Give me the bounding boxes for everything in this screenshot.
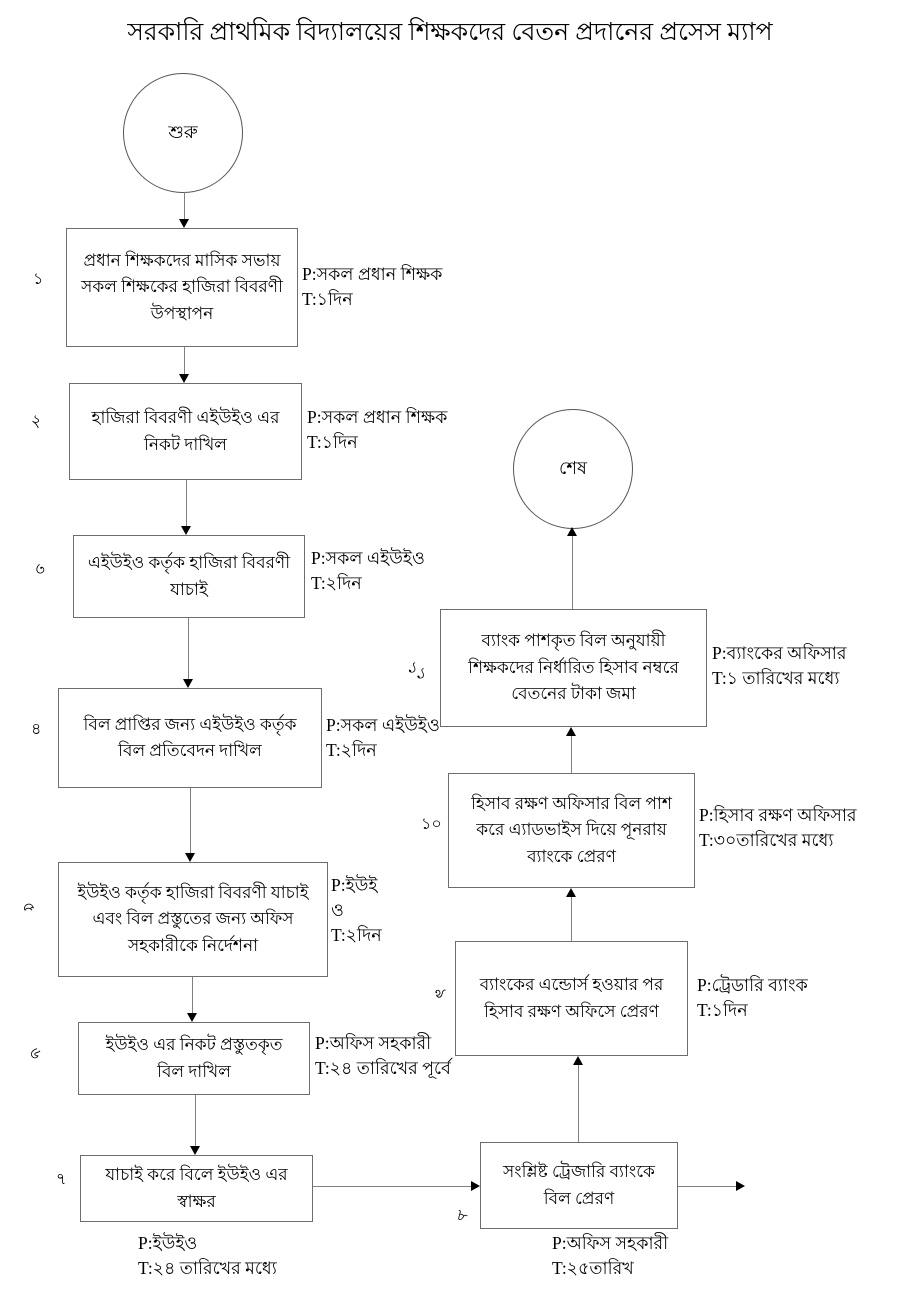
process-box-1 xyxy=(66,228,298,347)
step-number-7: ৭ xyxy=(56,1171,67,1188)
process-box-7-label: যাচাই করে বিলে ইউইও এর স্বাক্ষর xyxy=(105,1165,288,1211)
step-note-9 xyxy=(697,973,808,1023)
end-terminal xyxy=(513,409,633,529)
process-box-11 xyxy=(440,609,707,727)
step-note-10 xyxy=(699,803,857,853)
process-box-2 xyxy=(69,383,302,480)
process-box-8-label: সংশ্লিষ্ট ট্রেজারি ব্যাংকে বিল প্রেরণ xyxy=(503,1162,655,1208)
process-box-10-label: হিসাব রক্ষণ অফিসার বিল পাশ করে এ্যাডভাইস দিয়ে পূনরায় ব্যাংকে প্রেরণ xyxy=(471,793,672,866)
arrowhead-up-icon xyxy=(566,727,576,736)
connector-9-to-10 xyxy=(571,897,572,941)
step-number-1: ১ xyxy=(33,271,44,288)
note-line: T:২৫তারিখ xyxy=(552,1257,634,1278)
note-line: T:২দিন xyxy=(311,572,362,593)
connector-6-to-7 xyxy=(195,1095,196,1146)
note-line: T:২দিন xyxy=(326,739,377,760)
process-box-1-label: প্রধান শিক্ষকদের মাসিক সভায় সকল শিক্ষকের হাজিরা বিবরণী উপস্থাপন xyxy=(81,250,283,323)
process-box-11-label: ব্যাংক পাশকৃত বিল অনুযায়ী শিক্ষকদের নির্ধারিত হিসাব নম্বরে বেতনের টাকা জমা xyxy=(468,631,679,704)
process-box-8 xyxy=(480,1142,678,1229)
arrowhead-right-icon xyxy=(471,1181,480,1191)
connector-1-to-2 xyxy=(184,347,185,374)
process-box-5 xyxy=(58,862,328,977)
process-box-4-label: বিল প্রাপ্তির জন্য এইউইও কর্তৃক বিল প্রতিবেদন দাখিল xyxy=(83,714,297,760)
note-line: ও xyxy=(331,899,344,920)
connector-4-to-5 xyxy=(190,788,191,853)
step-note-3 xyxy=(311,546,425,596)
note-line: P:সকল প্রধান শিক্ষক xyxy=(307,407,448,427)
process-box-4 xyxy=(58,688,322,788)
note-line: T:১ তারিখের মধ্যে xyxy=(712,667,840,688)
step-number-3: ৩ xyxy=(29,560,50,579)
process-box-3-label: এইউইও কর্তৃক হাজিরা বিবরণী যাচাই xyxy=(87,553,291,599)
connector-10-to-11 xyxy=(571,736,572,773)
step-number-8: ৮ xyxy=(454,1206,470,1227)
note-line: P:সকল প্রধান শিক্ষক xyxy=(302,264,443,284)
step-note-11 xyxy=(712,641,847,691)
end-label: শেষ xyxy=(559,457,587,478)
connector-8-out xyxy=(678,1186,736,1187)
step-note-4 xyxy=(326,713,440,763)
step-number-9: ৯ xyxy=(430,986,450,1001)
arrowhead-up-icon xyxy=(573,1056,583,1065)
arrowhead-down-icon xyxy=(190,1146,200,1155)
arrowhead-right-icon xyxy=(736,1181,745,1191)
note-line: T:১দিন xyxy=(307,431,358,452)
connector-7-to-8 xyxy=(313,1186,471,1187)
connector-3-to-4 xyxy=(188,618,189,679)
note-line: P:অফিস সহকারী xyxy=(315,1033,432,1053)
note-line: T:২৪ তারিখের মধ্যে xyxy=(138,1257,277,1278)
step-note-6 xyxy=(315,1031,451,1081)
note-line: P:হিসাব রক্ষণ অফিসার xyxy=(699,805,857,825)
start-label: শুরু xyxy=(168,121,198,142)
note-line: T:২দিন xyxy=(331,924,382,945)
process-box-10 xyxy=(448,773,695,888)
step-number-2: ২ xyxy=(29,412,44,431)
process-box-7 xyxy=(80,1155,313,1222)
step-note-5 xyxy=(331,873,382,948)
arrowhead-up-icon xyxy=(567,527,577,536)
arrowhead-down-icon xyxy=(179,219,189,228)
note-line: P:অফিস সহকারী xyxy=(552,1233,669,1253)
process-box-2-label: হাজিরা বিবরণী এইউইও এর নিকট দাখিল xyxy=(91,408,280,454)
step-note-7 xyxy=(138,1231,277,1281)
note-line: T:১দিন xyxy=(302,288,353,309)
note-line: P:ইউইও xyxy=(138,1233,198,1253)
arrowhead-down-icon xyxy=(187,1013,197,1022)
step-number-11: ১১ xyxy=(404,658,431,685)
connector-11-to-end xyxy=(572,536,573,609)
start-terminal xyxy=(123,73,243,193)
step-note-8 xyxy=(552,1231,668,1281)
step-number-4: ৪ xyxy=(31,721,42,738)
process-box-6-label: ইউইও এর নিকট প্রস্তুতকৃত বিল দাখিল xyxy=(105,1035,283,1081)
step-number-6: ৬ xyxy=(25,1046,45,1061)
arrowhead-down-icon xyxy=(185,853,195,862)
connector-8-to-9 xyxy=(578,1065,579,1142)
step-note-1 xyxy=(302,262,442,312)
arrowhead-down-icon xyxy=(183,679,193,688)
note-line: P:সকল এইউইও xyxy=(311,548,425,568)
step-note-2 xyxy=(307,405,447,455)
note-line: T:৩০তারিখের মধ্যে xyxy=(699,829,834,850)
connector-2-to-3 xyxy=(186,480,187,526)
page-title: সরকারি প্রাথমিক বিদ্যালয়ের শিক্ষকদের বেতন প্রদানের প্রসেস ম্যাপ xyxy=(127,19,773,46)
process-box-9 xyxy=(455,941,688,1056)
arrowhead-up-icon xyxy=(566,888,576,897)
arrowhead-down-icon xyxy=(181,526,191,535)
connector-5-to-6 xyxy=(192,977,193,1013)
note-line: P:ব্যাংকের অফিসার xyxy=(712,643,847,663)
process-box-6 xyxy=(78,1022,310,1095)
process-box-3 xyxy=(73,535,305,618)
step-number-5: ৫ xyxy=(18,900,38,915)
process-box-9-label: ব্যাংকের এন্ডোর্স হওয়ার পর হিসাব রক্ষণ অফিসে প্রেরণ xyxy=(479,975,664,1021)
step-number-10: ১০ xyxy=(421,816,442,833)
connector-start-to-1 xyxy=(184,192,185,219)
note-line: P:ইউই xyxy=(331,875,378,895)
note-line: T:২৪ তারিখের পূর্বে xyxy=(315,1057,451,1078)
note-line: P:ট্রেডারি ব্যাংক xyxy=(697,975,808,995)
note-line: T:১দিন xyxy=(697,999,748,1020)
arrowhead-down-icon xyxy=(179,374,189,383)
process-box-5-label: ইউইও কর্তৃক হাজিরা বিবরণী যাচাই এবং বিল প্রস্তুতের জন্য অফিস সহকারীকে নির্দেশনা xyxy=(77,882,309,955)
note-line: P:সকল এইউইও xyxy=(326,715,440,735)
